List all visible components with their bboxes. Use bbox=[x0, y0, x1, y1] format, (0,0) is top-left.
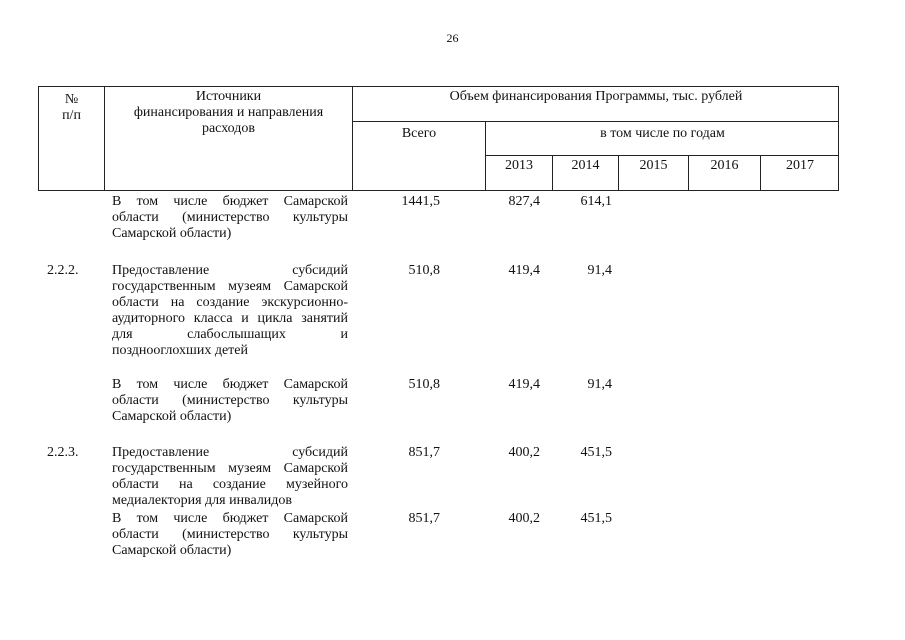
row-2013: 400,2 bbox=[508, 511, 540, 526]
row-total: 510,8 bbox=[408, 263, 440, 278]
header-sources-line1: Источники bbox=[195, 89, 262, 104]
row-number: 2.2.3. bbox=[47, 445, 79, 460]
header-sources-line2: финансирования и направления bbox=[133, 105, 324, 120]
header-year-2013: 2013 bbox=[505, 158, 533, 173]
header-year-2016: 2016 bbox=[710, 158, 739, 173]
row-2014: 91,4 bbox=[587, 377, 612, 392]
row-description: В том числе бюджет Самарской области (министерство культуры Самарской области) bbox=[112, 377, 348, 424]
row-description: В том числе бюджет Самарской области (министерство культуры Самарской области) bbox=[112, 194, 348, 241]
row-2014: 614,1 bbox=[580, 194, 612, 209]
row-2013: 419,4 bbox=[508, 377, 540, 392]
row-number: 2.2.2. bbox=[47, 263, 79, 278]
header-num-sign: № bbox=[64, 92, 79, 107]
header-sources bbox=[105, 89, 352, 137]
page-number: 26 bbox=[446, 31, 459, 45]
row-2013: 400,2 bbox=[508, 445, 540, 460]
header-year-2015: 2015 bbox=[639, 158, 668, 173]
header-year-2017: 2017 bbox=[786, 158, 814, 173]
row-2014: 451,5 bbox=[580, 445, 612, 460]
header-num bbox=[39, 92, 104, 124]
row-total: 851,7 bbox=[408, 511, 440, 526]
row-2014: 451,5 bbox=[580, 511, 612, 526]
row-total: 1441,5 bbox=[401, 194, 440, 209]
row-total: 851,7 bbox=[408, 445, 440, 460]
row-description: Предоставление субсидий государственным музеям Самарской области на создание экскурсионно-аудиторного класса и цикла занятий для слабослышащих и позднооглохших детей bbox=[112, 263, 348, 358]
row-2014: 91,4 bbox=[587, 263, 612, 278]
row-description: В том числе бюджет Самарской области (министерство культуры Самарской области) bbox=[112, 511, 348, 558]
header-total: Всего bbox=[401, 126, 437, 141]
header-num-pp: п/п bbox=[62, 108, 81, 123]
header-sources-line3: расходов bbox=[201, 121, 256, 136]
row-2013: 827,4 bbox=[508, 194, 540, 209]
header-year-2014: 2014 bbox=[571, 158, 600, 173]
row-2013: 419,4 bbox=[508, 263, 540, 278]
header-by-years: в том числе по годам bbox=[600, 126, 725, 141]
header-volume-title: Объем финансирования Программы, тыс. рублей bbox=[449, 89, 743, 104]
row-total: 510,8 bbox=[408, 377, 440, 392]
row-description: Предоставление субсидий государственным музеям Самарской области на создание музейного медиалектория для инвалидов bbox=[112, 445, 348, 508]
